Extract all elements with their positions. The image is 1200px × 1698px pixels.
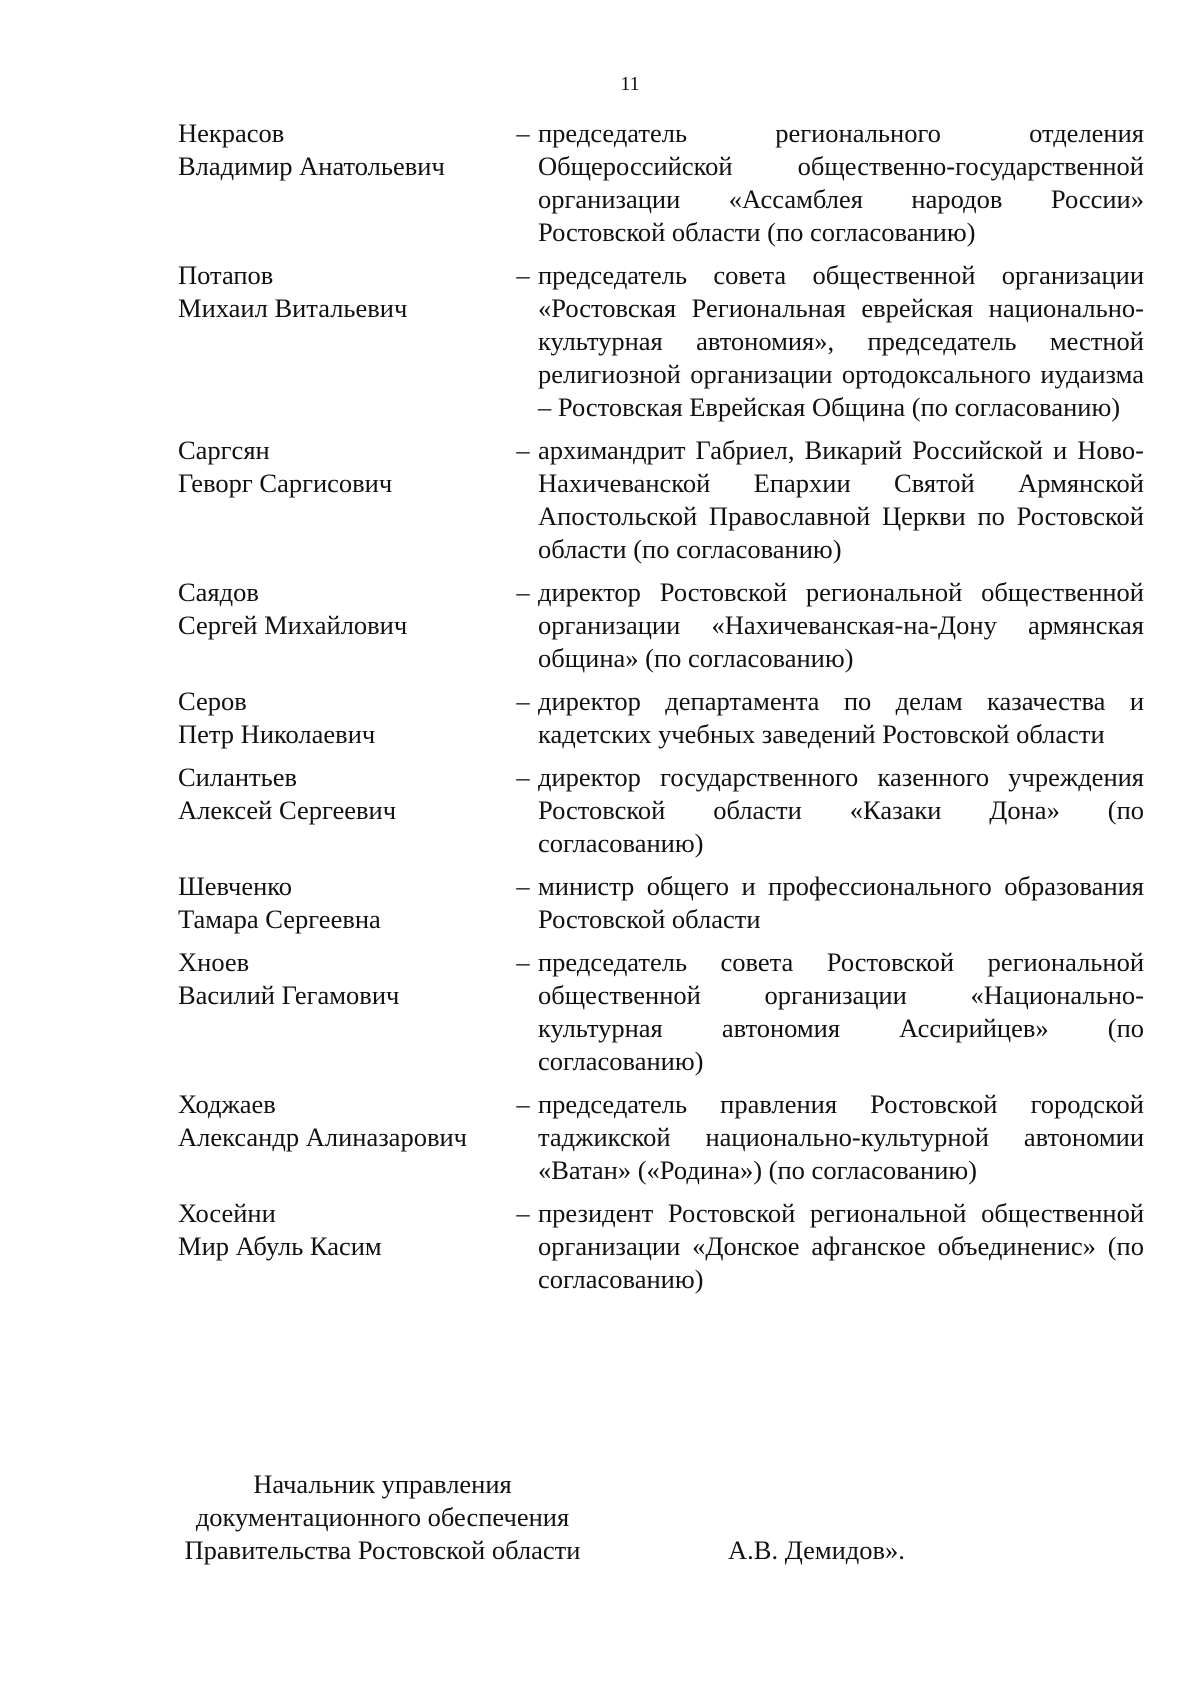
member-role: председатель регионального отделения Общероссийской общественно-государственной организации «Ассамблея народов России» Ростовской области (по согласованию) — [538, 118, 1144, 247]
member-given-names: Мир Абуль Касим — [178, 1231, 382, 1261]
member-row — [178, 117, 1144, 249]
signatory-position — [150, 1468, 615, 1567]
member-role: директор Ростовской региональной общественной организации «Нахичеванская-на-Дону армянская община» (по согласованию) — [538, 577, 1144, 673]
member-given-names: Геворг Саргисович — [178, 468, 393, 498]
member-given-names: Василий Гегамович — [178, 980, 400, 1010]
member-given-names: Тамара Сергеевна — [178, 904, 381, 934]
member-name — [178, 259, 508, 325]
members-list — [178, 117, 1144, 1296]
member-surname: Ходжаев — [178, 1089, 276, 1119]
dash: – — [516, 577, 530, 607]
member-row — [178, 685, 1144, 751]
member-role: президент Ростовской региональной общественной организации «Донское афганское объединенис» (по согласованию) — [538, 1198, 1144, 1294]
member-role: председатель совета Ростовской региональной общественной организации «Национально-культурная автономия Ассирийцев» (по согласованию) — [538, 947, 1144, 1076]
member-name — [178, 434, 508, 500]
member-name — [178, 870, 508, 936]
member-surname: Саргсян — [178, 435, 270, 465]
member-surname: Серов — [178, 686, 247, 716]
page-number: 11 — [620, 73, 640, 95]
member-name — [178, 117, 508, 183]
member-row — [178, 870, 1144, 936]
member-surname: Потапов — [178, 260, 274, 290]
dash: – — [516, 871, 530, 901]
member-given-names: Петр Николаевич — [178, 719, 376, 749]
member-row — [178, 1088, 1144, 1187]
member-row — [178, 434, 1144, 566]
signatory-position-line-1: Начальник управления — [253, 1469, 512, 1499]
member-given-names: Алексей Сергеевич — [178, 795, 397, 825]
member-row — [178, 1197, 1144, 1296]
dash: – — [516, 947, 530, 977]
member-surname: Силантьев — [178, 762, 297, 792]
member-name — [178, 685, 508, 751]
member-row — [178, 576, 1144, 675]
member-surname: Хноев — [178, 947, 250, 977]
member-given-names: Владимир Анатольевич — [178, 151, 445, 181]
dash: – — [516, 762, 530, 792]
member-role: архимандрит Габриел, Викарий Российской и Ново-Нахичеванской Епархии Святой Армянской Апостольской Православной Церкви по Ростовской области (по согласованию) — [538, 435, 1144, 564]
member-surname: Саядов — [178, 577, 259, 607]
member-row — [178, 761, 1144, 860]
member-given-names: Сергей Михайлович — [178, 610, 408, 640]
member-name — [178, 1088, 508, 1154]
dash: – — [516, 1089, 530, 1119]
member-given-names: Александр Алиназарович — [178, 1122, 467, 1152]
member-given-names: Михаил Витальевич — [178, 293, 408, 323]
signatory-position-line-2: документационного обеспечения — [195, 1502, 570, 1532]
dash: – — [516, 686, 530, 716]
dash: – — [516, 435, 530, 465]
member-surname: Хосейни — [178, 1198, 276, 1228]
member-role: директор государственного казенного учреждения Ростовской области «Казаки Дона» (по согласованию) — [538, 762, 1144, 858]
dash: – — [516, 118, 530, 148]
member-role: председатель совета общественной организации «Ростовская Региональная еврейская национально-культурная автономия», председатель местной религиозной организации ортодоксального иудаизма – Ростовская Еврейская Община (по согласованию) — [538, 260, 1144, 422]
member-role: министр общего и профессионального образования Ростовской области — [538, 871, 1144, 934]
member-name — [178, 946, 508, 1012]
dash: – — [516, 1198, 530, 1228]
member-surname: Некрасов — [178, 118, 285, 148]
member-role: председатель правления Ростовской городской таджикской национально-культурной автономии «Ватан» («Родина») (по согласованию) — [538, 1089, 1144, 1185]
member-name — [178, 576, 508, 642]
signatory-name: А.В. Демидов». — [728, 1535, 905, 1565]
dash: – — [516, 260, 530, 290]
member-name — [178, 1197, 508, 1263]
member-role: директор департамента по делам казачества и кадетских учебных заведений Ростовской области — [538, 686, 1144, 749]
signatory-position-line-3: Правительства Ростовской области — [184, 1535, 581, 1565]
member-row — [178, 259, 1144, 424]
member-row — [178, 946, 1144, 1078]
member-surname: Шевченко — [178, 871, 293, 901]
member-name — [178, 761, 508, 827]
